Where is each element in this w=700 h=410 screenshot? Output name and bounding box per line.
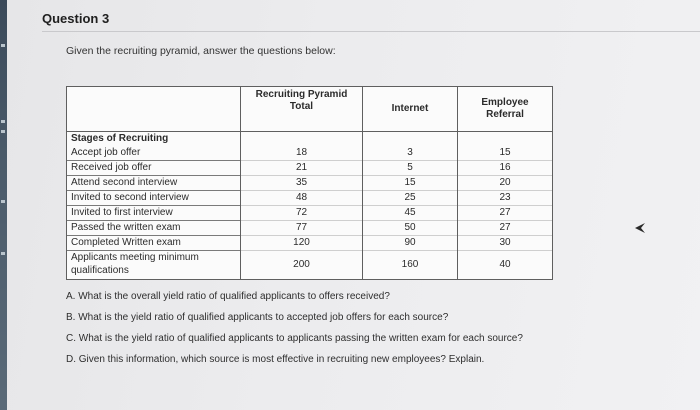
internet-value: 15 bbox=[363, 176, 457, 191]
recruiting-pyramid-table bbox=[66, 86, 553, 280]
question-title: Question 3 bbox=[42, 11, 110, 26]
total-values-column bbox=[241, 132, 363, 280]
total-header-label: Total bbox=[289, 101, 314, 112]
spacer-cell bbox=[458, 132, 552, 146]
total-value: 35 bbox=[241, 176, 362, 191]
referral-value: 15 bbox=[458, 146, 552, 161]
total-column-header bbox=[241, 87, 363, 132]
sub-question-d: D. Given this information, which source is most effective in recruiting new employees? Explain. bbox=[66, 354, 485, 365]
stage-label: Passed the written exam bbox=[67, 221, 240, 236]
referral-value: 27 bbox=[458, 206, 552, 221]
pyramid-group-header: Recruiting Pyramid bbox=[255, 89, 348, 100]
sub-question-c: C. What is the yield ratio of qualified applicants to applicants passing the written exam for each source? bbox=[66, 333, 523, 344]
internet-value: 50 bbox=[363, 221, 457, 236]
referral-value: 23 bbox=[458, 191, 552, 206]
total-value: 200 bbox=[293, 259, 310, 270]
internet-value: 25 bbox=[363, 191, 457, 206]
total-value: 21 bbox=[241, 161, 362, 176]
sub-question-a: A. What is the overall yield ratio of qualified applicants to offers received? bbox=[66, 291, 390, 302]
table-corner-cell bbox=[67, 87, 241, 132]
stage-label: Received job offer bbox=[67, 161, 240, 176]
total-value: 72 bbox=[241, 206, 362, 221]
strip-mark bbox=[1, 252, 5, 255]
referral-value: 40 bbox=[499, 259, 511, 270]
strip-mark bbox=[1, 130, 5, 133]
internet-value: 5 bbox=[363, 161, 457, 176]
internet-column-header bbox=[363, 87, 458, 132]
internet-values-column bbox=[363, 132, 458, 280]
total-value: 48 bbox=[241, 191, 362, 206]
internet-value: 3 bbox=[363, 146, 457, 161]
stage-label: Accept job offer bbox=[67, 146, 240, 161]
referral-values-column bbox=[458, 132, 553, 280]
strip-mark bbox=[1, 120, 5, 123]
total-value: 120 bbox=[241, 236, 362, 251]
internet-value: 90 bbox=[363, 236, 457, 251]
stage-label: Invited to first interview bbox=[67, 206, 240, 221]
strip-mark bbox=[1, 200, 5, 203]
referral-header-label: Employee Referral bbox=[481, 97, 529, 120]
total-value: 18 bbox=[241, 146, 362, 161]
referral-column-header bbox=[458, 87, 553, 132]
table-body-row bbox=[67, 132, 553, 280]
strip-mark bbox=[1, 44, 5, 47]
stages-heading: Stages of Recruiting bbox=[71, 133, 169, 144]
referral-value: 27 bbox=[458, 221, 552, 236]
referral-value: 20 bbox=[458, 176, 552, 191]
stages-column bbox=[67, 132, 241, 280]
title-divider bbox=[42, 31, 700, 32]
mouse-pointer-icon bbox=[634, 222, 646, 234]
left-edge-strip bbox=[0, 0, 7, 410]
internet-value: 45 bbox=[363, 206, 457, 221]
referral-value: 16 bbox=[458, 161, 552, 176]
spacer-cell bbox=[363, 132, 457, 146]
table-header-row bbox=[67, 87, 553, 132]
question-intro: Given the recruiting pyramid, answer the questions below: bbox=[66, 45, 336, 57]
stage-label: Attend second interview bbox=[67, 176, 240, 191]
referral-value: 30 bbox=[458, 236, 552, 251]
sub-question-b: B. What is the yield ratio of qualified applicants to accepted job offers for each source? bbox=[66, 312, 449, 323]
total-value: 77 bbox=[241, 221, 362, 236]
stage-label: Completed Written exam bbox=[67, 236, 240, 251]
internet-value: 160 bbox=[401, 259, 419, 270]
stage-label: Applicants meeting minimum qualifications bbox=[71, 252, 199, 276]
stage-label: Invited to second interview bbox=[67, 191, 240, 206]
spacer-cell bbox=[241, 132, 362, 146]
internet-header-label: Internet bbox=[391, 103, 429, 114]
